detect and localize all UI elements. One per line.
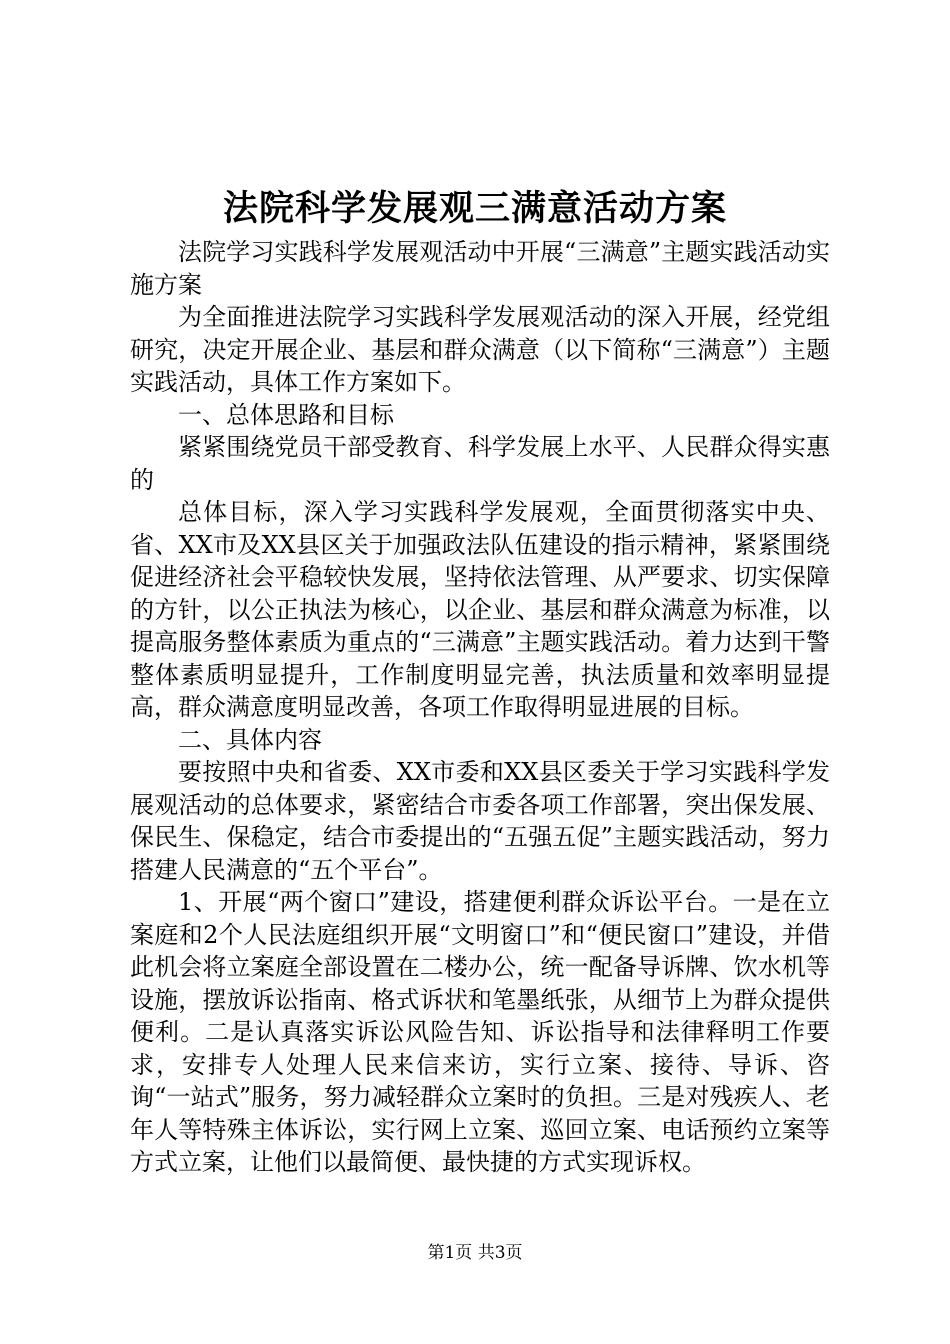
paragraph-overall-goal: 总体目标，深入学习实践科学发展观，全面贯彻落实中央、省、XX市及XX县区关于加强政法队伍建设的指示精神，紧紧围绕促进经济社会平稳较快发展，坚持依法管理、从严要求、切实保障的方针，以公正执法为核心，以企业、基层和群众满意为标准，以提高服务整体素质为重点的“三满意”主题实践活动。着力达到干警整体素质明显提升，工作制度明显完善，执法质量和效率明显提高，群众满意度明显改善，各项工作取得明显进展的目标。	[130, 498, 830, 721]
paragraph-guiding-idea: 紧紧围绕党员干部受教育、科学发展上水平、人民群众得实惠的	[130, 433, 830, 494]
page-footer: 第1页 共3页	[427, 1243, 523, 1263]
paragraph-subtitle: 法院学习实践科学发展观活动中开展“三满意”主题实践活动实施方案	[130, 238, 830, 299]
paragraph-item-1: 1、开展“两个窗口”建设，搭建便利群众诉讼平台。一是在立案庭和2个人民法庭组织开展“文明窗口”和“便民窗口”建设，并借此机会将立案庭全部设置在二楼办公，统一配备导诉牌、饮水机等设施，摆放诉讼指南、格式诉状和笔墨纸张，从细节上为群众提供便利。二是认真落实诉讼风险告知、诉讼指导和法律释明工作要求，安排专人处理人民来信来访，实行立案、接待、导诉、咨询“一站式”服务，努力减轻群众立案时的负担。三是对残疾人、老年人等特殊主体诉讼，实行网上立案、巡回立案、电话预约立案等方式立案，让他们以最简便、最快捷的方式实现诉权。	[130, 888, 830, 1176]
document-title: 法院科学发展观三满意活动方案	[222, 188, 727, 229]
paragraph-intro: 为全面推进法院学习实践科学发展观活动的深入开展，经党组研究，决定开展企业、基层和群众满意（以下简称“三满意”）主题实践活动，具体工作方案如下。	[130, 303, 830, 396]
document-body	[130, 236, 830, 1179]
section-heading-1: 一、总体思路和目标	[178, 400, 394, 429]
paragraph-requirements: 要按照中央和省委、XX市委和XX县区委关于学习实践科学发展观活动的总体要求，紧密结合市委各项工作部署，突出保发展、保民生、保稳定，结合市委提出的“五强五促”主题实践活动，努力搭建人民满意的“五个平台”。	[130, 758, 830, 884]
section-heading-2: 二、具体内容	[178, 725, 322, 754]
